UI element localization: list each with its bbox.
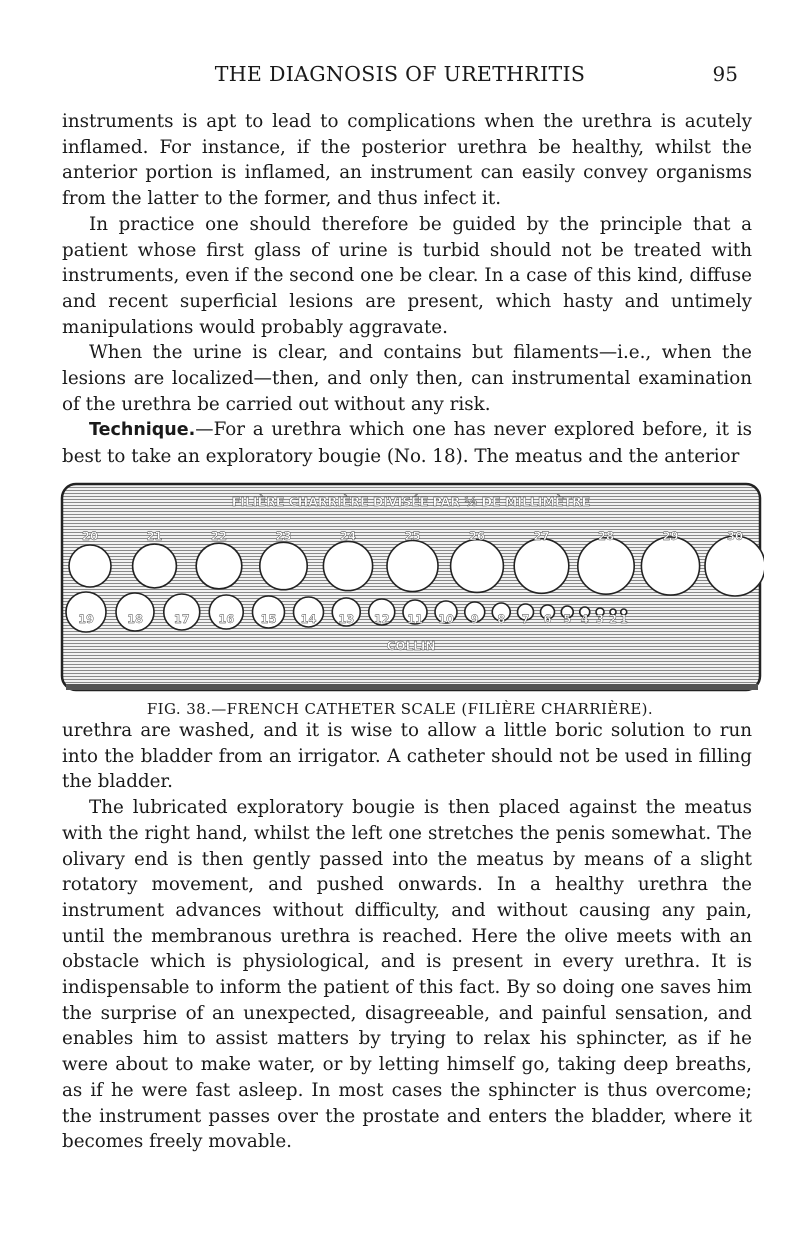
- scale-hole-label: 5: [563, 612, 572, 626]
- scale-hole-label: 6: [543, 612, 552, 626]
- scale-hole-label: 11: [406, 612, 424, 626]
- scale-hole-label: 19: [77, 612, 95, 626]
- scale-hole-label: 14: [300, 612, 317, 626]
- scale-hole-label: 4: [580, 612, 589, 626]
- scale-hole: [387, 541, 438, 592]
- scale-hole-label: 20: [81, 529, 99, 543]
- scale-hole-label: 30: [726, 529, 744, 543]
- paragraph: urethra are washed, and it is wise to allow a little boric solution to run into the bladder from an irrigator. A catheter should not be used in filling the bladder.: [62, 720, 752, 793]
- scale-hole-label: 25: [404, 529, 421, 543]
- scale-hole: [133, 544, 177, 588]
- scale-hole-label: 21: [146, 529, 163, 543]
- scale-hole-label: 24: [339, 529, 357, 543]
- scale-hole-label: 26: [468, 529, 486, 543]
- paragraph: When the urine is clear, and contains but filaments—i.e., when the lesions are localized—then, and only then, can instrumental examination of the urethra be carried out without any risk.: [62, 342, 752, 415]
- scale-hole-label: 23: [275, 529, 292, 543]
- catheter-scale-figure: [58, 478, 764, 696]
- scale-hole-label: 18: [126, 612, 144, 626]
- scale-hole-label: 22: [210, 529, 228, 543]
- scale-hole-label: 2: [608, 612, 618, 626]
- running-title: THE DIAGNOSIS OF URETHRITIS: [214, 62, 586, 86]
- body-text-top: [62, 109, 752, 470]
- page-header: [62, 62, 738, 92]
- scale-hole-label: 12: [373, 612, 390, 626]
- scale-hole-label: 7: [521, 612, 530, 626]
- body-text-bottom: [62, 718, 752, 1155]
- technique-heading: Technique.: [89, 420, 196, 441]
- technique-paragraph: [62, 417, 752, 469]
- scale-hole: [323, 541, 372, 590]
- scale-hole: [705, 536, 764, 596]
- scale-hole-label: 16: [218, 612, 235, 626]
- scale-hole-label: 10: [437, 612, 455, 626]
- scale-hole-label: 1: [619, 612, 628, 626]
- figure-caption: FIG. 38.—FRENCH CATHETER SCALE (FILIÈRE CHARRIÈRE).: [146, 700, 654, 718]
- scale-hole-label: 15: [260, 612, 277, 626]
- page-number: 95: [712, 62, 738, 86]
- scale-hole-label: 28: [597, 529, 615, 543]
- paragraph: In practice one should therefore be guided by the principle that a patient whose first glass of urine is turbid should not be treated with instruments, even if the second one be clear. In a case of this kind, diffuse and recent superficial lesions are present, which hasty and untimely manipulations would probably aggravate.: [62, 213, 752, 338]
- scale-hole-label: 3: [595, 612, 605, 626]
- scale-hole: [641, 537, 699, 595]
- paragraph: instruments is apt to lead to complications when the urethra is acutely inflamed. For instance, if the posterior urethra be healthy, whilst the anterior portion is inflamed, an instrument can easily convey organisms from the latter to the former, and thus infect it.: [62, 111, 752, 210]
- scale-hole-label: 9: [470, 612, 479, 626]
- scale-hole-label: 8: [497, 612, 506, 626]
- scale-hole: [69, 545, 111, 587]
- scale-hole: [260, 542, 307, 589]
- maker-name: COLLIN: [386, 639, 436, 653]
- scale-hole: [578, 538, 634, 594]
- scale-hole: [451, 540, 504, 593]
- technique-text: —For a urethra which one has never explored before, it is best to take an exploratory bougie (No. 18). The meatus and the anterior: [62, 419, 752, 468]
- scale-hole: [196, 543, 242, 589]
- plate-title: FILIÈRE CHARRIÈRE DIVISÉE PAR ⅓ DE MILLIMÈTRE: [231, 494, 591, 509]
- plate-shadow: [66, 684, 758, 690]
- catheter-scale-plate: [58, 478, 764, 696]
- scale-hole: [514, 539, 569, 594]
- scale-hole-label: 17: [173, 612, 190, 626]
- paragraph: The lubricated exploratory bougie is then placed against the meatus with the right hand, whilst the left one stretches the penis somewhat. The olivary end is then gently passed into the meatus by means of a slight rotatory movement, and pushed onwards. In a healthy urethra the instrument advances without difficulty, and without causing any pain, until the membranous urethra is reached. Here the olive meets with an obstacle which is physiological, and is present in every urethra. It is indispensable to inform the patient of this fact. By so doing one saves him the surprise of an unexpected, disagreeable, and painful sensation, and enables him to assist matters by trying to relax his sphincter, as if he were about to make water, or by letting himself go, taking deep breaths, as if he were fast asleep. In most cases the sphincter is thus overcome; the instrument passes over the prostate and enters the bladder, where it becomes freely movable.: [62, 797, 752, 1153]
- scale-hole-label: 27: [533, 529, 550, 543]
- scale-hole-label: 13: [338, 612, 355, 626]
- scale-hole-label: 29: [662, 529, 679, 543]
